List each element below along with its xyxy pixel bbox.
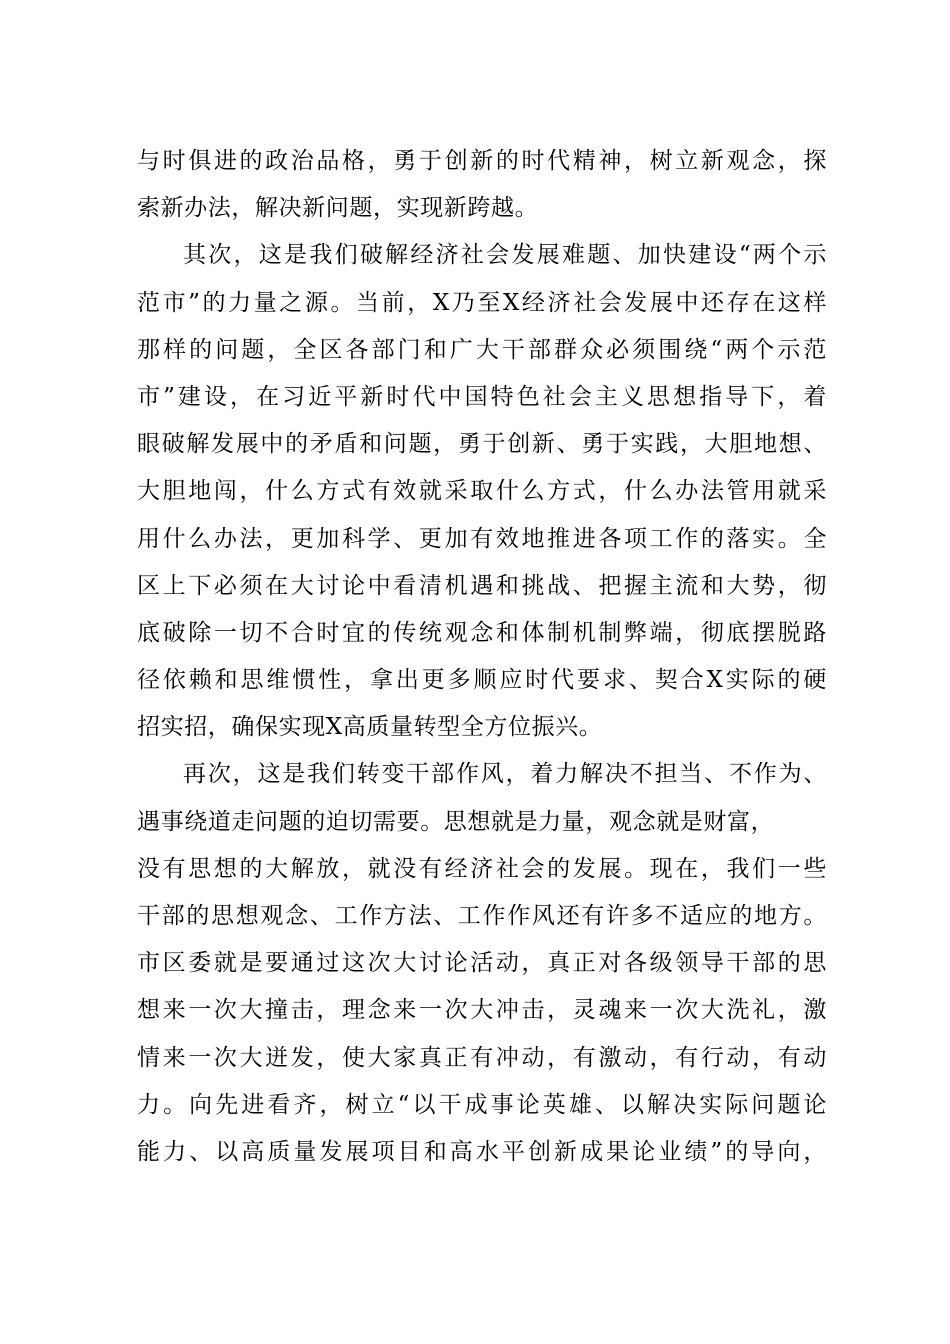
text-line: 用什么办法，更加科学、更加有效地推进各项工作的落实。全: [137, 525, 827, 552]
text-line: 市区委就是要通过这次大讨论活动，真正对各级领导干部的思: [137, 950, 827, 977]
text-line: 遇事绕道走问题的迫切需要。思想就是力量，观念就是财富，: [137, 808, 775, 835]
text-line: 市”建设，在习近平新时代中国特色社会主义思想指导下，着: [137, 383, 827, 410]
text-line: 与时俱进的政治品格，勇于创新的时代精神，树立新观念，探: [137, 148, 827, 174]
text-line: 没有思想的大解放，就没有经济社会的发展。现在，我们一些: [137, 855, 827, 882]
text-line: 招实招，确保实现X高质量转型全方位振兴。: [137, 714, 603, 741]
text-line: 眼破解发展中的矛盾和问题，勇于创新、勇于实践，大胆地想、: [137, 431, 827, 458]
text-line: 想来一次大撞击，理念来一次大冲击，灵魂来一次大洗礼，激: [137, 997, 827, 1024]
paragraph-first-line: 再次，这是我们转变干部作风，着力解决不担当、不作为、: [183, 761, 827, 788]
text-line: 干部的思想观念、工作方法、工作作风还有许多不适应的地方。: [137, 903, 827, 929]
text-line: 能力、以高质量发展项目和高水平创新成果论业绩”的导向，: [137, 1138, 827, 1165]
text-line: 底破除一切不合时宜的传统观念和体制机制弊端，彻底摆脱路: [137, 619, 827, 646]
text-line: 索新办法，解决新问题，实现新跨越。: [137, 195, 539, 222]
text-line: 力。向先进看齐，树立“以干成事论英雄、以解决实际问题论: [137, 1091, 827, 1118]
body-text: [137, 138, 827, 1176]
text-line: 情来一次大迸发，使大家真正有冲动，有激动，有行动，有动: [137, 1044, 827, 1071]
text-line: 区上下必须在大讨论中看清机遇和挑战、把握主流和大势，彻: [137, 572, 827, 599]
text-line: 那样的问题，全区各部门和广大干部群众必须围绕“两个示范: [137, 336, 827, 363]
text-line: 径依赖和思维惯性，拿出更多顺应时代要求、契合X实际的硬: [137, 667, 827, 694]
text-line: 大胆地闯，什么方式有效就采取什么方式，什么办法管用就采: [137, 478, 827, 505]
paragraph-first-line: 其次，这是我们破解经济社会发展难题、加快建设“两个示: [183, 242, 827, 269]
text-line: 范市”的力量之源。当前，X乃至X经济社会发展中还存在这样: [137, 289, 827, 316]
